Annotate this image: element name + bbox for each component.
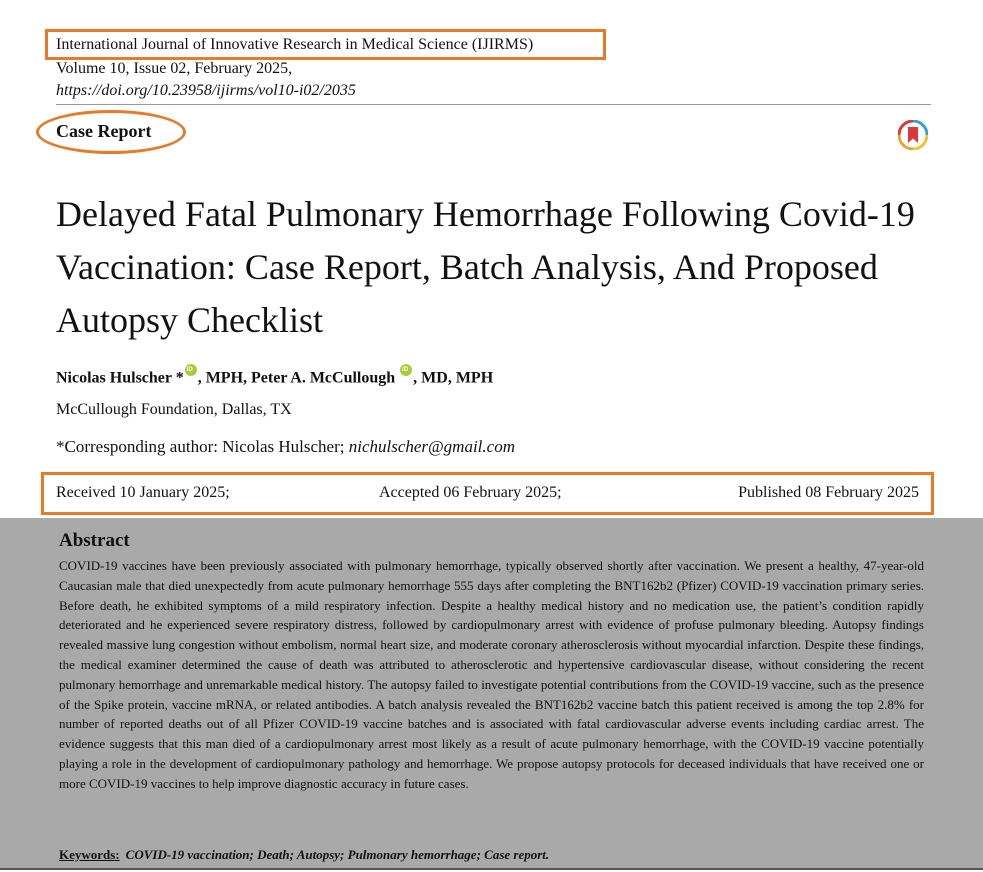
date-published: Published 08 February 2025 (738, 484, 919, 501)
orcid-icon[interactable] (185, 364, 197, 376)
article-type-label: Case Report (56, 121, 152, 141)
abstract-heading: Abstract (59, 530, 130, 551)
orcid-icon[interactable] (400, 364, 412, 376)
abstract-text: COVID-19 vaccines have been previously associated with pulmonary hemorrhage, typically observed shortly after vaccination. We present a healthy, 47-year-old Caucasian male that died unexpectedly from acute pulmonary hemorrhage 555 days after completing the BNT162b2 (Pfizer) COVID-19 vaccination primary series. Before death, he exhibited symptoms of a mild respiratory infection. Despite a healthy medical history and no medication use, the patient’s condition rapidly deteriorated and he experienced severe respiratory distress, followed by cardiopulmonary arrest with evidence of profuse pulmonary bleeding. Autopsy findings revealed massive lung congestion without embolism, normal heart size, and moderate coronary atherosclerosis without myocardial infarction. Despite these findings, the medical examiner determined the cause of death was attributed to atherosclerotic and hypertensive cardiovascular disease, without considering the recent pulmonary hemorrhage and unremarkable medical history. The autopsy failed to investigate potential contributions from the COVID-19 vaccine, such as the presence of the Spike protein, vaccine mRNA, or related antibodies. A batch analysis revealed the BNT162b2 vaccine batch this patient received is among the top 2.8% for number of reported deaths out of all Pfizer COVID-19 vaccine batches and is associated with fatal cardiovascular adverse events including cardiac arrest. The evidence suggests that this man died of a cardiopulmonary arrest most likely as a result of acute pulmonary hemorrhage, with the COVID-19 vaccine potentially playing a role in the development of cardiopulmonary pathology and hemorrhage. We propose autopsy protocols for deceased individuals that have received one or more COVID-19 vaccines to help improve diagnostic accuracy in future cases. (59, 558, 924, 791)
date-accepted: Accepted 06 February 2025; (379, 484, 562, 501)
author-name[interactable]: Peter A. McCullough (251, 369, 400, 387)
header-divider (56, 104, 931, 105)
journal-name: International Journal of Innovative Research in Medical Science (IJIRMS) (56, 36, 534, 53)
author-degree: , MD, MPH (413, 369, 494, 387)
bookmark-icon[interactable] (898, 120, 928, 150)
keywords-label: Keywords: (59, 847, 120, 862)
journal-volume: Volume 10, Issue 02, February 2025, (56, 60, 293, 77)
corresponding-email-link[interactable]: nichulscher@gmail.com (348, 437, 515, 456)
date-received: Received 10 January 2025; (56, 484, 230, 501)
author-list (56, 364, 493, 387)
keywords-value: COVID-19 vaccination; Death; Autopsy; Pulmonary hemorrhage; Case report. (125, 847, 550, 862)
article-title: Delayed Fatal Pulmonary Hemorrhage Following Covid-19 Vaccination: Case Report, Batch Analysis, And Proposed Autopsy Checklist (56, 194, 915, 340)
author-name[interactable]: Nicolas Hulscher * (56, 369, 184, 387)
affiliation: McCullough Foundation, Dallas, TX (56, 401, 292, 418)
abstract-bottom-divider (0, 868, 983, 870)
corresponding-author (56, 437, 515, 457)
keywords (59, 847, 549, 863)
doi-link[interactable]: https://doi.org/10.23958/ijirms/vol10-i02/2035 (56, 82, 356, 99)
author-degree: , MPH, (197, 369, 252, 387)
corresponding-label: *Corresponding author: Nicolas Hulscher; (56, 437, 349, 456)
